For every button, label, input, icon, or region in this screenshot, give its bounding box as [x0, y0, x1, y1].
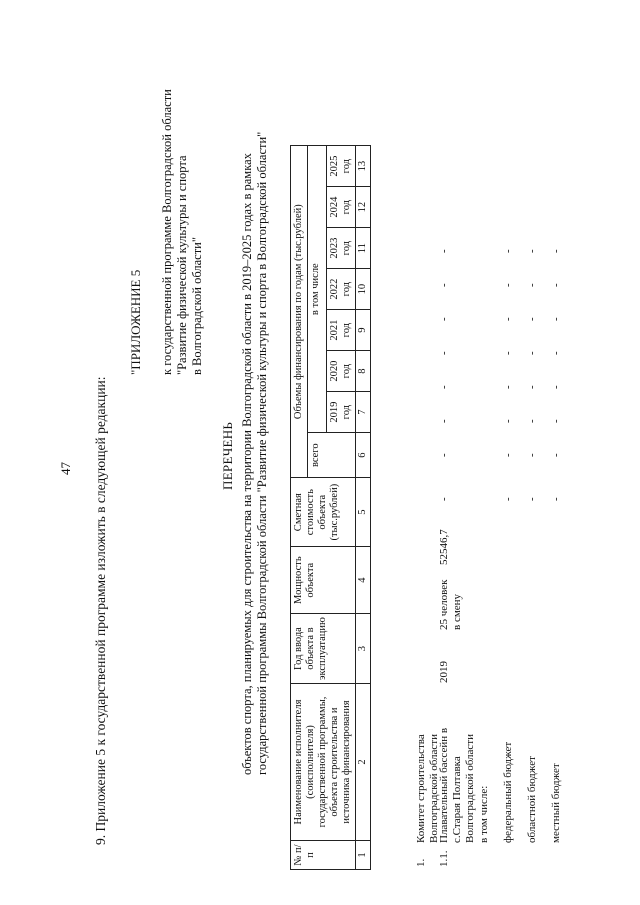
row-value: - — [438, 497, 450, 501]
row-value: - — [438, 385, 450, 389]
row-value: - — [526, 283, 538, 287]
row-name: областной бюджет — [526, 756, 538, 843]
column-number: 12 — [356, 187, 371, 228]
row-value: - — [550, 351, 562, 355]
row-value: - — [550, 283, 562, 287]
header-total: всего — [308, 433, 356, 478]
header-year: Год ввода объекта в эксплуатацию — [291, 614, 356, 684]
header-num: № п/п — [291, 841, 356, 870]
column-number: 4 — [356, 547, 371, 614]
appendix-basis — [160, 0, 205, 375]
row-cost: 52546,7 — [438, 529, 450, 565]
appendix-title: "ПРИЛОЖЕНИЕ 5 — [128, 269, 143, 375]
row-value: - — [526, 497, 538, 501]
list-subtitle-line: объектов спорта, планируемых для строительства на территории Волгоградской области в 2019–2025 годах в рамках — [240, 153, 254, 775]
header-year-col: 2023 год — [327, 228, 356, 269]
header-incl: в том числе — [308, 146, 327, 433]
row-value: - — [438, 351, 450, 355]
row-value: - — [550, 453, 562, 457]
column-number: 13 — [356, 146, 371, 187]
row-value: - — [550, 249, 562, 253]
header-year-col: 2019 год — [327, 392, 356, 433]
row-value: - — [526, 317, 538, 321]
row-value: - — [550, 317, 562, 321]
row-name: местный бюджет — [550, 763, 562, 843]
row-value: - — [438, 283, 450, 287]
header-funding-group: Объемы финансирования по годам (тыс.рублей) — [291, 146, 308, 478]
column-number: 7 — [356, 392, 371, 433]
row-value: - — [526, 249, 538, 253]
header-cost: Сметная стоимость объекта (тыс.рублей) — [291, 478, 356, 547]
list-title: ПЕРЕЧЕНЬ — [220, 421, 235, 490]
row-year: 2019 — [438, 661, 450, 683]
row-value: - — [502, 419, 514, 423]
header-year-col: 2025 год — [327, 146, 356, 187]
row-capacity: 25 человек в смену — [438, 579, 463, 630]
column-number: 10 — [356, 269, 371, 310]
column-number: 11 — [356, 228, 371, 269]
column-number: 2 — [356, 684, 371, 841]
page-number: 47 — [58, 462, 73, 475]
appendix-basis-line: в Волгоградской области" — [190, 237, 204, 375]
row-value: - — [502, 497, 514, 501]
header-name: Наименование исполнителя (соисполнителя) государственной программы, объекта строительства и источника финансирования — [291, 684, 356, 841]
header-year-col: 2020 год — [327, 351, 356, 392]
header-year-col: 2022 год — [327, 269, 356, 310]
column-number: 1 — [356, 841, 371, 870]
row-value: - — [526, 385, 538, 389]
row-number: 1.1. — [438, 850, 450, 867]
row-value: - — [526, 453, 538, 457]
column-number: 5 — [356, 478, 371, 547]
row-value: - — [438, 317, 450, 321]
row-value: - — [502, 249, 514, 253]
list-subtitle-line: государственной программы Волгоградской области "Развитие физической культуры и спорта в Волгоградской области" — [255, 131, 269, 775]
column-number: 8 — [356, 351, 371, 392]
row-value: - — [438, 453, 450, 457]
column-number: 9 — [356, 310, 371, 351]
column-number: 3 — [356, 614, 371, 684]
row-value: - — [550, 497, 562, 501]
appendix-basis-line: к государственной программе Волгоградской области — [160, 89, 174, 375]
appendix-basis-line: "Развитие физической культуры и спорта — [175, 155, 189, 375]
list-subtitle — [240, 132, 270, 775]
row-value: - — [526, 351, 538, 355]
row-value: - — [438, 419, 450, 423]
row-value: - — [502, 453, 514, 457]
objects-table — [290, 145, 371, 870]
row-value: - — [502, 351, 514, 355]
row-value: - — [502, 385, 514, 389]
row-name: федеральный бюджет — [502, 741, 514, 843]
row-value: - — [526, 419, 538, 423]
row-number: 1. — [415, 858, 427, 867]
row-value: - — [550, 385, 562, 389]
amendment-intro: 9. Приложение 5 к государственной программе изложить в следующей редакции: — [93, 376, 108, 845]
column-number: 6 — [356, 433, 371, 478]
row-name: Плавательный бассейн в с.Старая Полтавка Волгоградской области — [438, 727, 476, 843]
header-year-col: 2024 год — [327, 187, 356, 228]
header-capacity: Мощность объекта — [291, 547, 356, 614]
header-year-col: 2021 год — [327, 310, 356, 351]
row-value: - — [502, 317, 514, 321]
row-value: - — [550, 419, 562, 423]
row-name: Комитет строительства Волгоградской области — [415, 734, 440, 843]
row-value: - — [438, 249, 450, 253]
row-name: в том числе: — [478, 785, 490, 843]
row-value: - — [502, 283, 514, 287]
